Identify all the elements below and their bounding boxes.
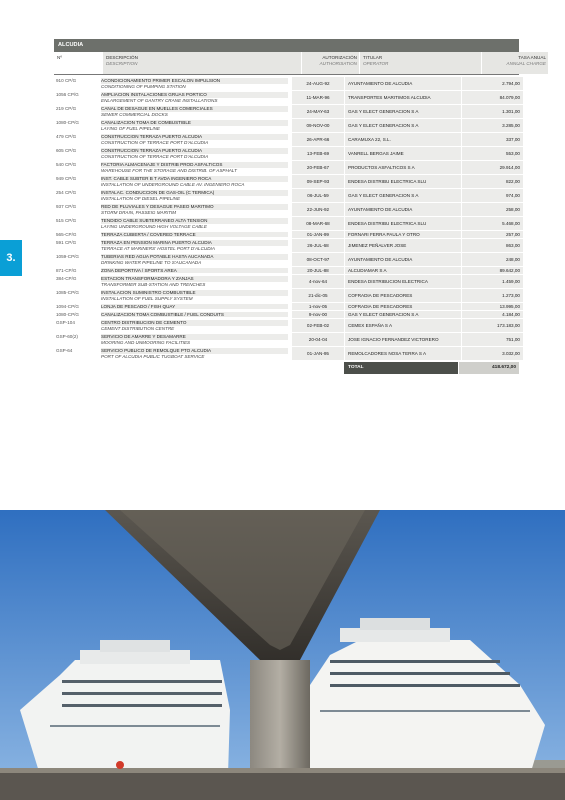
row-annual-charge [462,239,523,252]
table-row [54,161,519,175]
row-description-es: FACTORIA ALMACENAJE Y DISTRIB PROD ASFALTICOS [101,162,288,168]
row-description [98,133,291,146]
row-description-en: ENLARGEMENT OF GANTRY CRANE INSTALLATIONS [101,97,218,103]
row-annual-charge [462,77,523,90]
row-number-text: GSP-60(2) [56,334,78,339]
row-number-text: 871-CP/G [56,268,77,273]
row-authorisation [292,303,344,310]
row-authorisation [292,231,344,238]
row-number-text: 1094-CP/G [56,304,79,309]
row-operator [345,267,461,274]
row-annual-charge-value: 248,00 [505,256,520,262]
row-annual-charge-value: 84.079,00 [499,94,520,100]
row-description-es: SERVICIO PUBLICO DE REMOLQUE PTO ALCUDIA [101,348,288,354]
row-authorisation-date: 24-AUG-92 [306,80,330,86]
row-annual-charge [462,231,523,238]
row-annual-charge [462,319,523,332]
row-authorisation [292,77,344,90]
row-annual-charge [462,217,523,230]
row-authorisation [292,91,344,104]
row-number-text: GSP-104 [56,320,75,325]
row-authorisation [292,347,344,360]
table-row [54,119,519,133]
table-row [54,319,519,333]
row-authorisation [292,319,344,332]
row-authorisation-date: 08-OCT-97 [306,256,330,262]
row-number [54,133,97,146]
row-description [98,311,291,318]
row-authorisation [292,311,344,318]
row-number [54,319,97,332]
row-authorisation-date: 9-nov-00 [308,311,328,317]
row-description [98,91,291,104]
row-operator [345,161,461,174]
row-description-en: INSTALLATION OF UNDERGROUND CABLE AV. INGENIERO ROCA [101,181,245,187]
row-description [98,267,291,274]
table-row [54,239,519,253]
table-row [54,105,519,119]
header-operator [360,52,481,74]
row-operator-name: GAS Y ELECT GENERACION S A [348,108,419,114]
row-authorisation [292,147,344,160]
row-annual-charge-value: 4.184,00 [502,311,520,317]
table-header [54,52,546,75]
row-annual-charge-value: 822,00 [505,178,520,184]
header-desc-en: DESCRIPTION [106,61,138,66]
concessions-table [54,39,546,374]
row-authorisation [292,267,344,274]
row-description [98,119,291,132]
row-operator [345,189,461,202]
section-number: 3. [6,252,16,264]
header-description [103,52,301,74]
row-number [54,175,97,188]
row-operator [345,333,461,346]
row-description-en: WAREHOUSE FOR THE STORAGE AND DISTRIB. OF ASPHALT [101,167,237,173]
row-number [54,239,97,252]
row-operator [345,239,461,252]
row-annual-charge-value: 29.914,00 [499,164,520,170]
row-description-es: TERRAZA EN PENSION MARINA PUERTO ALCUDIA [101,240,288,246]
row-description-en: CONDITIONING OF PUMPING STATION [101,83,186,89]
row-description-es: LONJA DE PESCADO / FISH QUAY [101,304,288,310]
row-annual-charge [462,267,523,274]
row-description-es: CANALIZACION TOMA COMBUSTIBLE / FUEL CONDUITS [101,312,288,318]
row-operator-name: AYUNTAMIENTO DE ALCUDIA [348,206,413,212]
row-authorisation [292,275,344,288]
row-operator [345,217,461,230]
row-number-text: 605 CP/G [56,148,77,153]
row-number [54,275,97,288]
total-row [54,362,519,374]
row-operator [345,303,461,310]
row-authorisation [292,239,344,252]
row-authorisation [292,333,344,346]
table-row [54,175,519,189]
row-number-text: 1085-CP/G [56,290,79,295]
row-number-text: 591 CP/G [56,240,77,245]
row-annual-charge-value: 553,00 [505,150,520,156]
row-description [98,289,291,302]
row-authorisation-date: 01-JAN-95 [307,350,329,356]
row-operator-name: TRANSPORTES MARITIMOS ALCUDIA [348,94,431,100]
row-operator [345,311,461,318]
row-authorisation-date: 20-FEB-67 [306,164,330,170]
table-row [54,203,519,217]
row-description-es: CENTRO DISTRIBUCION DE CEMENTO [101,320,288,326]
row-number-text: 254 CP/G [56,190,77,195]
row-description [98,161,291,174]
row-operator-name: AYUNTAMIENTO DE ALCUDIA [348,80,413,86]
row-operator-name: JOSE IGNACIO FERNANDEZ VICTORERO [348,336,439,342]
row-description-es: INSTALACION SUMINISTRO COMBUSTIBLE [101,290,288,296]
row-description-es: INSTALAC. CONDUCCION DE GAS-OIL (C TERMICA) [101,190,288,196]
row-description-es: ESTACION TRANSFORMADORA Y ZANJAS [101,276,288,282]
row-description [98,239,291,252]
row-authorisation-date: 26-JUL-68 [307,242,329,248]
row-description-es: TUBERIAS RED AGUA POTABLE HASTA AUCANADA [101,254,288,260]
row-description-es: TERRAZA CUBIERTA / COVERED TERRACE [101,232,288,238]
row-description-es: ACONDICIONAMIENTO PRIMER ESCALON IMPULSION [101,78,288,84]
row-operator-name: VANRELL BERGAS JAIME [348,150,404,156]
row-annual-charge-value: 1.273,00 [502,292,520,298]
row-number [54,303,97,310]
table-row [54,231,519,239]
row-description-es: SERVICIO DE AMARRE Y DESAMARRE [101,334,288,340]
row-description-en: DRINKING WATER PIPELINE TO S'AUCANADA [101,259,202,265]
row-number-text: 1059-CP/G [56,254,79,259]
row-authorisation-date: 13-FEB-69 [306,150,330,156]
row-description-es: RED DE PLUVIALES Y DESAGUE PASEO MARITIMO [101,204,288,210]
row-description [98,347,291,360]
header-annual-charge [482,52,548,74]
table-row [54,333,519,347]
row-number [54,217,97,230]
row-operator-name: CARAMUXA 22, S.L. [348,136,391,142]
row-annual-charge [462,289,523,302]
row-description [98,303,291,310]
row-operator-name: AYUNTAMIENTO DE ALCUDIA [348,256,413,262]
row-authorisation-date: 08-MAR-68 [306,220,330,226]
row-annual-charge-value: 1.459,00 [502,278,520,284]
row-description-en: MOORING AND UNMOORING FACILITIES [101,339,191,345]
row-operator-name: ALCUDIAMAR S A [348,267,387,273]
row-description-en: LAYING UNDERGROUND HIGH VOLTAGE CABLE [101,223,207,229]
row-authorisation-date: 09-NOV-00 [306,122,330,128]
row-operator-name: ENDESA DISTRIBU ELECTRICA SLU [348,220,427,226]
table-row [54,77,519,91]
row-number-text: 910 CP/G [56,78,77,83]
row-description-es: CANAL DE DESAGUE EN MUELLES COMERCIALES [101,106,288,112]
row-operator [345,275,461,288]
row-number [54,77,97,90]
row-annual-charge [462,147,523,160]
row-operator [345,77,461,90]
row-authorisation-date: 1-nov-05 [308,303,328,309]
row-number-text: 219 CP/G [56,106,77,111]
row-operator [345,289,461,302]
row-operator [345,253,461,266]
row-authorisation-date: 20-04-04 [308,336,328,342]
row-annual-charge [462,303,523,310]
row-operator [345,105,461,118]
row-number [54,347,97,360]
row-annual-charge-value: 2.794,00 [502,80,520,86]
row-annual-charge [462,275,523,288]
row-authorisation [292,217,344,230]
row-annual-charge-value: 258,00 [505,206,520,212]
row-description [98,189,291,202]
row-authorisation-date: 06-JUL-59 [307,192,329,198]
table-row [54,133,519,147]
header-auth-en: AUTHORISATION [319,61,357,66]
header-authorisation [302,52,359,74]
row-annual-charge [462,175,523,188]
row-annual-charge-value: 257,00 [505,231,520,237]
row-operator-name: PRODUCTOS ASFALTICOS S A [348,164,415,170]
row-number-text: 949 CP/G [56,176,77,181]
row-annual-charge-value: 3.032,00 [502,350,520,356]
row-operator-name: COFRADIA DE PESCADORES [348,292,413,298]
table-row [54,267,519,275]
section-number-tab [0,240,22,276]
row-description-en: TERRACE AT MARINERS' HOSTEL PORT D'ALCUDIA [101,245,215,251]
row-description [98,253,291,266]
row-operator [345,147,461,160]
row-operator-name: CEMEX ESPAÑA S A [348,322,393,328]
row-number-text: 937 CP/G [56,204,77,209]
row-number-text: 479 CP/G [56,134,77,139]
row-operator-name: GAS Y ELECT GENERACION S A [348,192,419,198]
row-annual-charge [462,105,523,118]
cruise-ships-under-bridge-image [0,510,565,800]
table-row [54,303,519,311]
row-annual-charge [462,119,523,132]
row-annual-charge [462,253,523,266]
row-annual-charge-value: 337,00 [505,136,520,142]
row-annual-charge [462,347,523,360]
row-authorisation-date: 20-JUL-88 [307,267,329,273]
row-description [98,175,291,188]
row-annual-charge [462,91,523,104]
header-tasa-en: ANNUAL CHARGE [506,61,546,66]
row-annual-charge-value: 751,00 [505,336,520,342]
row-description-en: LAYING OF FUEL PIPELINE [101,125,160,131]
header-no [54,52,102,74]
row-description-es: CONSTRUCCION TERRAZA PUERTO ALCUDIA [101,148,288,154]
header-tit-es: TITULAR [363,55,383,60]
row-description-es: TENDIDO CABLE SUBTERRANEO ALTA TENSION [101,218,288,224]
row-operator [345,203,461,216]
row-number [54,105,97,118]
row-description-es: CANALIZACION TOMA DE COMBUSTIBLE [101,120,288,126]
row-annual-charge-value: 3.285,00 [502,122,520,128]
total-value: 418.672,00 [459,362,519,374]
row-operator [345,91,461,104]
row-operator [345,175,461,188]
row-authorisation [292,175,344,188]
row-annual-charge-value: 1.301,00 [502,108,520,114]
row-authorisation-date: 26-APR-66 [306,136,330,142]
table-row [54,91,519,105]
row-number [54,253,97,266]
table-row [54,253,519,267]
row-operator [345,319,461,332]
row-operator-name: FORNARI FERRA PAULA Y OTRO [348,231,420,237]
row-authorisation [292,253,344,266]
row-annual-charge [462,311,523,318]
row-authorisation [292,105,344,118]
row-description [98,77,291,90]
row-description-es: CONSTRUCCION TERRAZA PUERTO ALCUDIA [101,134,288,140]
row-description [98,217,291,230]
row-number-text: 1080-CP/G [56,120,79,125]
table-row [54,289,519,303]
row-number-text: 384-CP/G [56,276,77,281]
row-authorisation-date: 24-MAY-63 [306,108,330,114]
row-number-text: 540 CP/G [56,162,77,167]
header-tasa-es: TASA ANUAL [518,55,546,60]
row-number-text: 1080-CP/G [56,312,79,317]
row-number-text: 515 CP/G [56,218,77,223]
total-label: TOTAL [344,362,458,374]
row-number [54,161,97,174]
row-operator [345,347,461,360]
row-description-en: STORM DRAIN, PASSEIG MARITIM [101,209,177,215]
row-operator-name: GAS Y ELECT GENERACION S A [348,311,419,317]
row-description [98,105,291,118]
row-authorisation-date: 11-MAR-96 [306,94,330,100]
row-description [98,147,291,160]
row-number [54,119,97,132]
row-annual-charge-value: 974,00 [505,192,520,198]
row-operator-name: GAS Y ELECT GENERACION S A [348,122,419,128]
table-row [54,147,519,161]
row-number-text: 1056 CP/G [56,92,79,97]
row-description-en: TRANSFORMER SUB-STATION AND TRENCHES [101,281,206,287]
row-number [54,333,97,346]
table-row [54,275,519,289]
row-number [54,267,97,274]
port-photo [0,510,565,800]
header-no-label: Nº [57,55,62,60]
row-number [54,91,97,104]
row-number [54,189,97,202]
row-operator-name: JIMENEZ PEÑALVER JOSE [348,242,407,248]
row-annual-charge-value: 173.183,00 [497,322,520,328]
row-number [54,231,97,238]
row-operator [345,231,461,238]
row-authorisation-date: 22-JUN-92 [306,206,330,212]
header-auth-es: AUTORIZACIÓN [322,55,357,60]
row-operator-name: ENDESA DISTRIBUCION ELECTRICA [348,278,428,284]
row-description [98,203,291,216]
row-authorisation-date: 02-FEB-02 [306,322,330,328]
row-authorisation-date: 09-SEP-93 [306,178,330,184]
row-operator [345,119,461,132]
row-description-en: SEWER COMMERCIAL DOCKS [101,111,168,117]
row-operator-name: ENDESA DISTRIBU ELECTRICA SLU [348,178,427,184]
row-authorisation [292,203,344,216]
row-operator [345,133,461,146]
row-description-en: CONSTRUCTION OF TERRACE PORT D'ALCUDIA [101,139,209,145]
row-annual-charge [462,133,523,146]
row-authorisation [292,189,344,202]
table-row [54,311,519,319]
row-annual-charge-value: 5.468,00 [502,220,520,226]
table-row [54,347,519,361]
row-annual-charge-value: 863,00 [505,242,520,248]
row-number [54,311,97,318]
row-authorisation-date: 4-nov-64 [308,278,328,284]
row-authorisation [292,133,344,146]
row-description-en: INSTALLATION OF DIESEL PIPELINE [101,195,181,201]
table-row [54,217,519,231]
row-authorisation [292,119,344,132]
row-description-en: CONSTRUCTION OF TERRACE PORT D'ALCUDIA [101,153,209,159]
row-authorisation [292,161,344,174]
row-annual-charge [462,333,523,346]
row-number-text: GSP-64 [56,348,73,353]
row-description-en: CEMENT DISTRIBUTION CENTRE [101,325,175,331]
row-description-en: PORT OF ALCUDIA PUBLIC TUGBOAT SERVICE [101,353,205,359]
row-annual-charge [462,189,523,202]
header-tit-en: OPERATOR [363,61,389,66]
row-description-es: INST. CABLE SUBTER B T AVDA INGENIERO ROCA [101,176,288,182]
row-annual-charge [462,203,523,216]
row-authorisation [292,289,344,302]
row-description-en: INSTALLATION OF FUEL SUPPLY SYSTEM [101,295,193,301]
row-description [98,319,291,332]
table-body [54,77,519,361]
header-desc-es: DESCRIPCIÓN [106,55,138,60]
row-description-es: ZONA DEPORTIVA / SPORTS AREA [101,268,288,274]
row-description [98,275,291,288]
row-description-es: AMPLIACION INSTALACIONES GRUAS PORTICO [101,92,288,98]
row-number-text: 565-CP/G [56,232,77,237]
row-authorisation-date: 21-dic-05 [308,292,328,298]
row-number [54,289,97,302]
row-annual-charge [462,161,523,174]
row-annual-charge-value: 13.995,00 [499,303,520,309]
row-description [98,333,291,346]
row-annual-charge-value: 89.642,00 [499,267,520,273]
row-authorisation-date: 01-JAN-99 [307,231,329,237]
row-operator-name: REMOLCADORES NOSA TERRA S A [348,350,427,356]
row-number [54,203,97,216]
row-operator-name: COFRADIA DE PESCADORES [348,303,413,309]
table-title: ALCUDIA [54,39,519,52]
table-row [54,189,519,203]
row-number [54,147,97,160]
row-description [98,231,291,238]
